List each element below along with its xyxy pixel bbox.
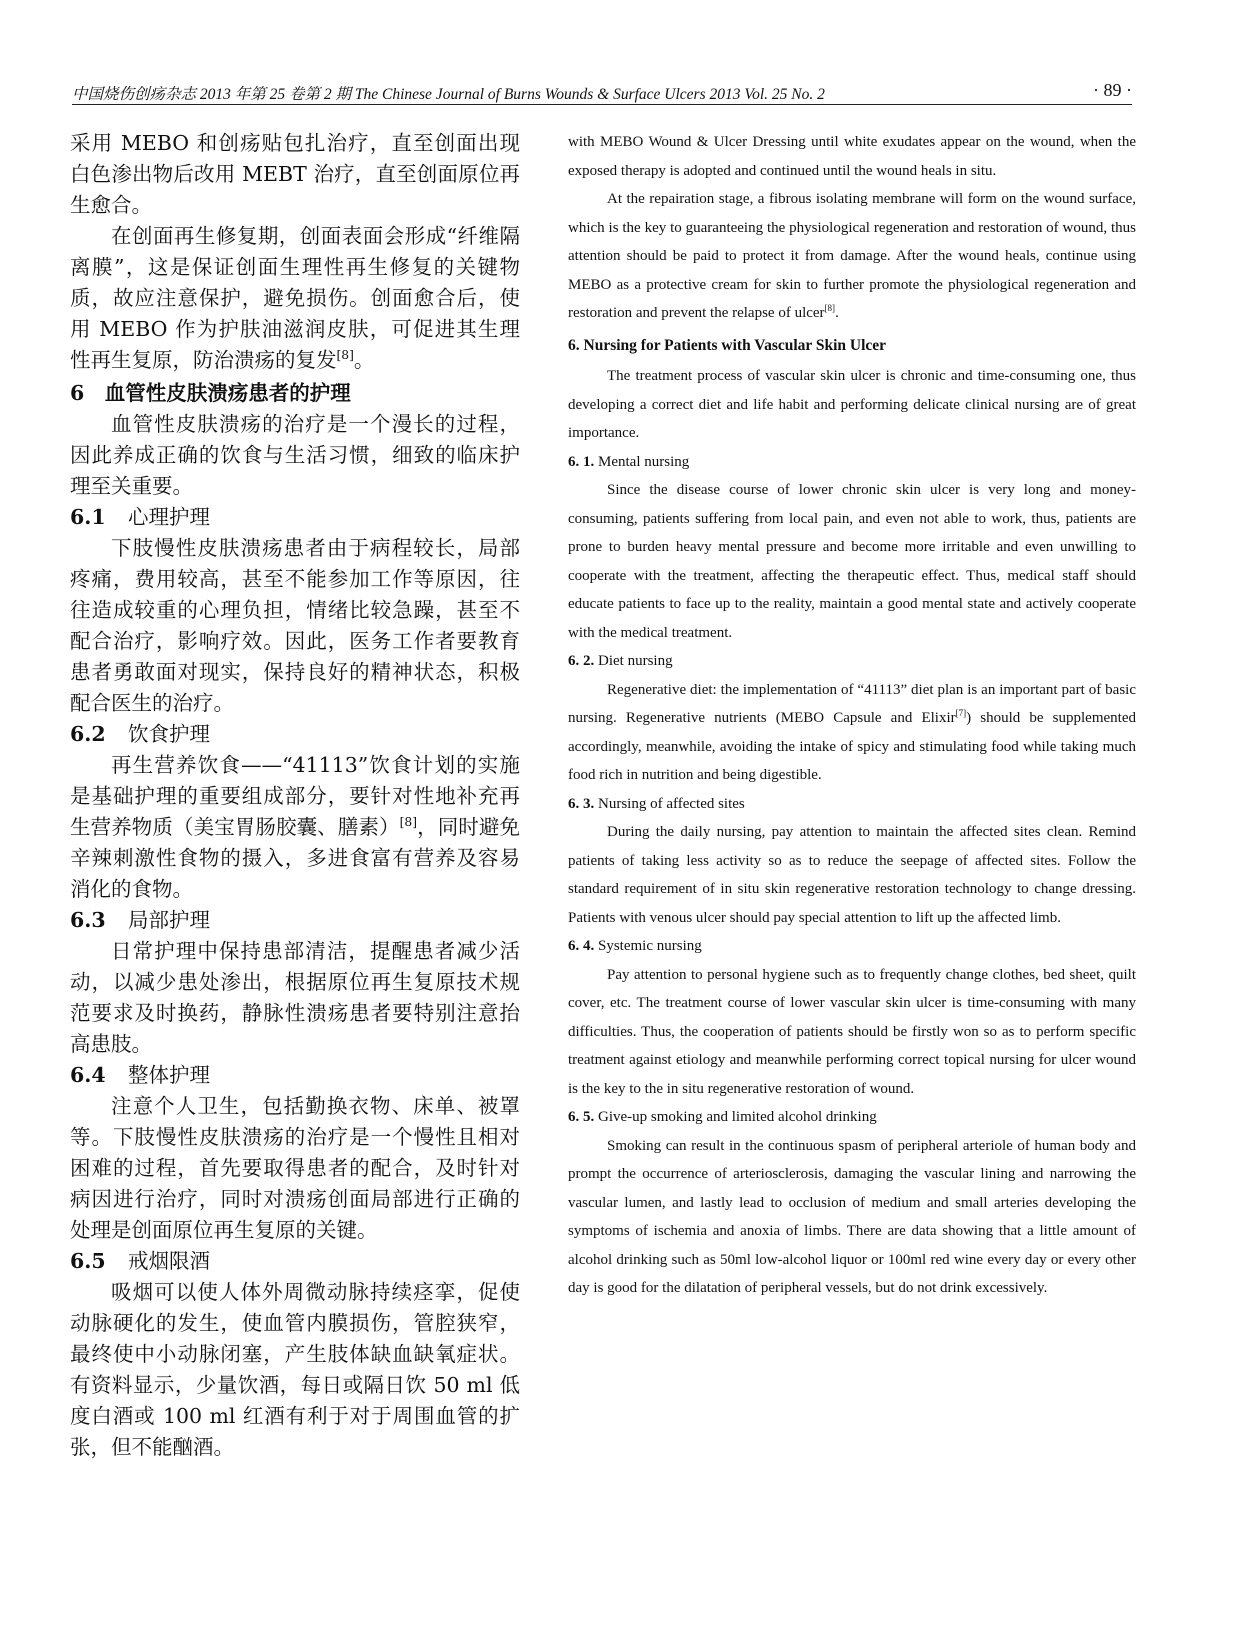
cn-repair-text: 在创面再生修复期，创面表面会形成“纤维隔离膜”，这是保证创面生理性再生修复的关键物质，故应注意保护，避免损伤。创面愈合后，使用 MEBO 作为护肤油滋润皮肤，可促进其生理性再生复原，防治溃疡的复发	[70, 224, 520, 372]
en-section-6-heading: 6. Nursing for Patients with Vascular Skin Ulcer	[568, 336, 887, 354]
subsection-title: Diet nursing	[598, 653, 673, 669]
subsection-number: 6. 1.	[568, 453, 595, 470]
en-subsection-6-3-heading	[568, 790, 1136, 819]
cn-62-text-b: ，同时避免辛辣刺激性食物的摄入，多进食富有营养及容易消化的食物。	[70, 815, 521, 901]
cn-section-6-heading: 6 血管性皮肤溃疡患者的护理	[70, 381, 351, 405]
en-subsection-6-4-paragraph: Pay attention to personal hygiene such as to frequently change clothes, bed sheet, quilt cover, etc. The treatment course of lower vascular skin ulcer is time-consuming with many difficulties. Thus, the cooperation of patients should be firstly won so as to perform specific treatment against etiology and meanwhile performing correct topical nursing for ulcer wound is the key to the in situ regenerative restoration of wound.	[568, 966, 1136, 1097]
cn-subsection-6-2-paragraph	[70, 750, 520, 905]
subsection-title: Mental nursing	[598, 453, 690, 470]
cn-subsection-6-1-paragraph: 下肢慢性皮肤溃疡患者由于病程较长，局部疼痛，费用较高，甚至不能参加工作等原因，往往造成较重的心理负担，情绪比较急躁，甚至不配合治疗，影响疗效。因此，医务工作者要教育患者勇敢面对现实，保持良好的精神状态，积极配合医生的治疗。	[70, 536, 520, 715]
subsection-number: 6.3	[70, 908, 106, 932]
subsection-number: 6. 4.	[568, 938, 595, 954]
header-rule	[72, 104, 1132, 105]
cn-intro-paragraph: 采用 MEBO 和创疡贴包扎治疗，直至创面出现白色渗出物后改用 MEBT 治疗，直至创面原位再生愈合。	[70, 131, 520, 217]
cn-subsection-6-1-heading	[70, 502, 520, 533]
cn-subsection-6-3-paragraph: 日常护理中保持患部清洁，提醒患者减少活动，以减少患处渗出，根据原位再生复原技术规范要求及时换药，静脉性溃疡患者要特别注意抬高患肢。	[70, 939, 520, 1056]
subsection-number: 6. 5.	[568, 1109, 595, 1125]
subsection-title: Give-up smoking and limited alcohol drinking	[598, 1109, 877, 1125]
en-subsection-6-5-paragraph: Smoking can result in the continuous spasm of peripheral arteriole of human body and prompt the occurrence of arteriosclerosis, damaging the vascular lining and narrowing the vascular lumen, and lastly lead to occlusion of medium and small arteries developing the symptoms of ischemia and anoxia of limbs. There are data showing that a little amount of alcohol drinking such as 50ml low-alcohol liquor or 100ml red wine every day or every other day is good for the dilatation of peripheral vessels, but do not drink excessively.	[568, 1137, 1136, 1296]
en-subsection-6-4-heading	[568, 932, 1136, 961]
subsection-title: Systemic nursing	[598, 938, 702, 954]
subsection-title: 心理护理	[128, 505, 210, 529]
running-title: 中国烧伤创疡杂志 2013 年第 25 卷第 2 期 The Chinese Journal of Burns Wounds & Surface Ulcers 2013 Vol. 25 No. 2	[72, 86, 825, 103]
en-repair-end: .	[835, 305, 839, 321]
en-62-text-a: Regenerative diet: the implementation of “41113” diet plan is an important part of basic nursing. Regenerative nutrients (MEBO Capsule and Elixir	[568, 681, 1136, 726]
en-section-6-paragraph: The treatment process of vascular skin ulcer is chronic and time-consuming one, thus developing a correct diet and life habit and performing delicate clinical nursing are of great importance.	[568, 368, 1136, 441]
cn-subsection-6-5-paragraph: 吸烟可以使人体外周微动脉持续痉挛，促使动脉硬化的发生，使血管内膜损伤，管腔狭窄，最终使中小动脉闭塞，产生肢体缺血缺氧症状。有资料显示，少量饮酒，每日或隔日饮 50 ml 低度白酒或 100 ml 红酒有利于对于周围血管的扩张，但不能酗酒。	[70, 1280, 520, 1459]
en-subsection-6-5-heading	[568, 1103, 1136, 1132]
en-intro-paragraph: with MEBO Wound & Ulcer Dressing until white exudates appear on the wound, when the exposed therapy is adopted and continued until the wound heals in situ.	[568, 134, 1136, 179]
en-62-text-b: ) should be supplemented accordingly, meanwhile, avoiding the intake of spicy and stimulating food while taking much food rich in nutrition and being digestible.	[568, 710, 1136, 783]
cn-subsection-6-2-heading	[70, 719, 520, 750]
cn-subsection-6-3-heading	[70, 905, 520, 936]
cn-subsection-6-4-heading	[70, 1060, 520, 1091]
cn-subsection-6-4-paragraph: 注意个人卫生，包括勤换衣物、床单、被罩等。下肢慢性皮肤溃疡的治疗是一个慢性且相对困难的过程，首先要取得患者的配合，及时针对病因进行治疗，同时对溃疡创面局部进行正确的处理是创面原位再生复原的关键。	[70, 1094, 520, 1242]
chinese-column	[70, 128, 520, 1463]
page-number: · 89 ·	[1093, 80, 1132, 100]
subsection-title: 局部护理	[128, 908, 210, 932]
en-subsection-6-1-heading	[568, 448, 1136, 477]
en-repair-paragraph	[568, 185, 1136, 328]
subsection-title: 戒烟限酒	[128, 1249, 210, 1273]
subsection-title: Nursing of affected sites	[598, 795, 745, 812]
en-repair-text: At the repairation stage, a fibrous isolating membrane will form on the wound surface, which is the key to guaranteeing the physiological regeneration and restoration of wound, thus attention should be paid to protect it from damage. After the wound heals, continue using MEBO as a protective cream for skin to further promote the physiological regeneration and restoration and prevent the relapse of ulcer	[568, 191, 1136, 321]
page-header	[72, 80, 1132, 102]
subsection-number: 6.4	[70, 1063, 106, 1087]
en-subsection-6-3-paragraph: During the daily nursing, pay attention to maintain the affected sites clean. Remind patients of taking less activity so as to reduce the seepage of affected sites. Follow the standard requirement of in situ skin regenerative restoration technology to change dressing. Patients with venous ulcer should pay special attention to lift up the affected limb.	[568, 824, 1136, 926]
cn-62-text-a: 再生营养饮食——“41113”饮食计划的实施是基础护理的重要组成部分，要针对性地补充再生营养物质（美宝胃肠胶囊、膳素）	[70, 753, 520, 839]
cn-section-6-paragraph: 血管性皮肤溃疡的治疗是一个漫长的过程，因此养成正确的饮食与生活习惯，细致的临床护理至关重要。	[70, 412, 520, 498]
en-subsection-6-2-paragraph	[568, 676, 1136, 790]
subsection-title: 饮食护理	[128, 722, 210, 746]
subsection-title: 整体护理	[128, 1063, 210, 1087]
subsection-number: 6. 2.	[568, 653, 595, 669]
en-subsection-6-1-paragraph: Since the disease course of lower chronic skin ulcer is very long and money-consuming, patients suffering from local pain, and even not able to work, thus, patients are prone to burden heavy mental pressure and become more irritable and even unwilling to cooperate with the treatment, affecting the therapeutic effect. Thus, medical staff should educate patients to face up to the reality, maintain a good mental state and actively cooperate with the medical treatment.	[568, 482, 1136, 641]
subsection-number: 6. 3.	[568, 795, 595, 812]
cn-repair-end: 。	[353, 348, 375, 372]
english-column	[568, 128, 1136, 1303]
citation-ref: [7]	[955, 708, 967, 718]
citation-ref: [8]	[336, 348, 354, 363]
citation-ref: [8]	[399, 815, 418, 830]
subsection-number: 6.1	[70, 505, 106, 529]
cn-subsection-6-5-heading	[70, 1246, 520, 1277]
cn-repair-paragraph	[70, 221, 520, 376]
en-subsection-6-2-heading	[568, 647, 1136, 676]
citation-ref: [8]	[824, 303, 836, 313]
subsection-number: 6.5	[70, 1249, 106, 1273]
subsection-number: 6.2	[70, 722, 106, 746]
